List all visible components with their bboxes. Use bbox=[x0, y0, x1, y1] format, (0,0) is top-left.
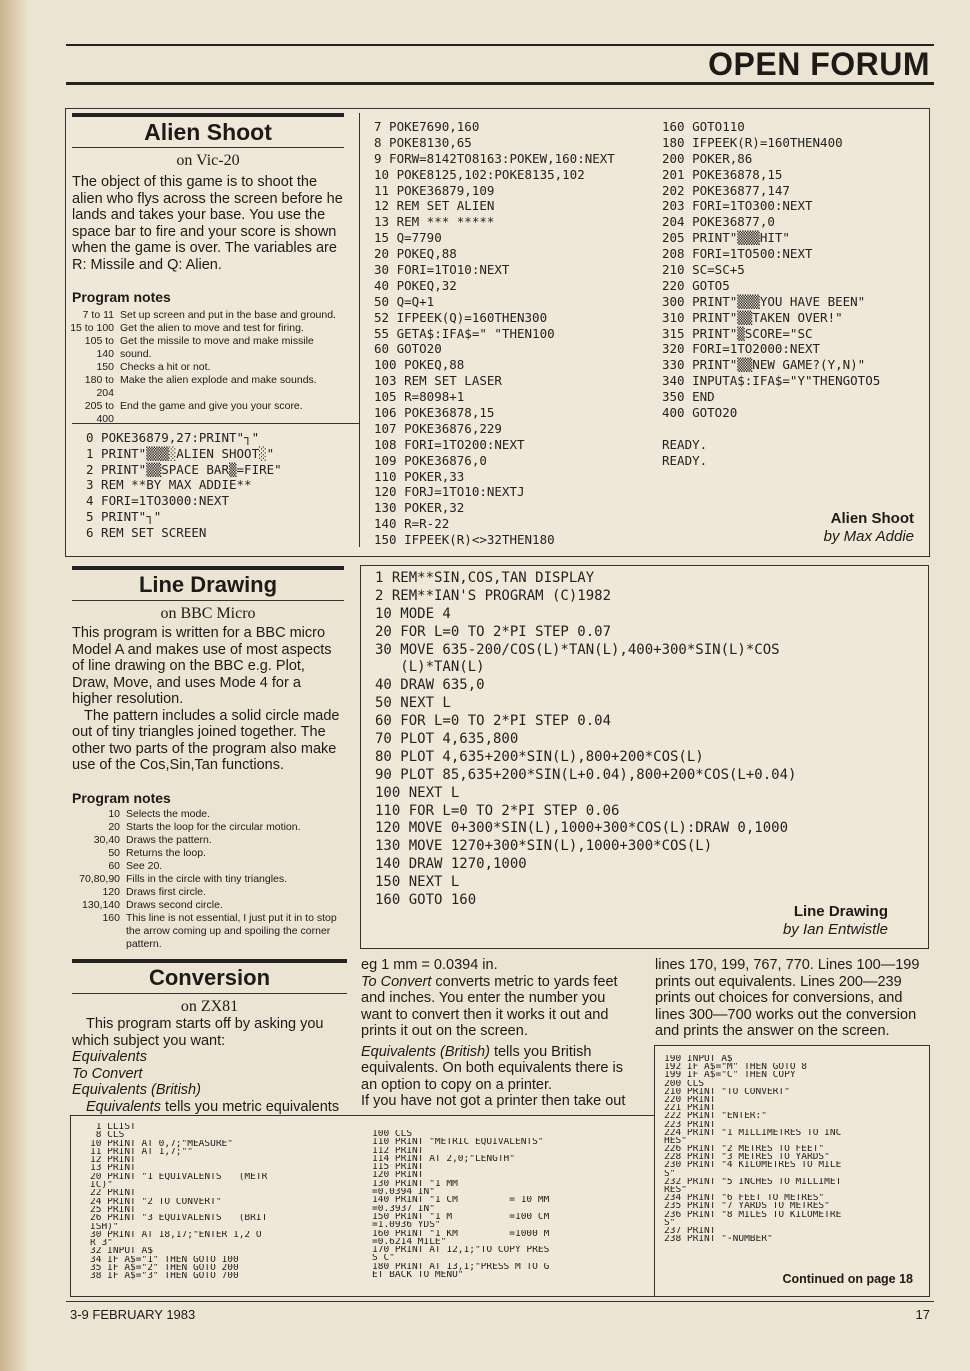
code-line: 12 PRINT bbox=[90, 1156, 136, 1165]
code-line: 110 POKER,33 bbox=[374, 468, 465, 484]
conversion-printer-text: If you have not got a printer then take out bbox=[361, 1093, 626, 1109]
code-line: 9 FORW=8142TO8163:POKEW,160:NEXT bbox=[374, 150, 615, 166]
code-line: 170 PRINT AT 12,1;"TO COPY PRES bbox=[372, 1246, 550, 1255]
note-row: 70,80,90 Fills in the circle with tiny triangles. bbox=[79, 872, 288, 885]
code-line: 201 POKE36878,15 bbox=[662, 166, 783, 182]
code-line: 190 INPUT A$ bbox=[664, 1055, 733, 1064]
note-row: 150 Checks a hit or not. bbox=[96, 361, 211, 373]
article-title: Conversion bbox=[148, 965, 271, 990]
code-line: 203 FORI=1TO300:NEXT bbox=[662, 198, 813, 214]
code-line: 20 PRINT "1 EQUIVALENTS (METR bbox=[90, 1172, 268, 1182]
code-line: 220 GOTO5 bbox=[662, 277, 730, 293]
code-line: 1 LLIST bbox=[90, 1123, 136, 1132]
code-line: 110 FOR L=0 TO 2*PI STEP 0.06 bbox=[375, 802, 620, 819]
code-line: 192 IF A$="M" THEN GOTO 8 bbox=[664, 1063, 807, 1072]
program-notes bbox=[66, 309, 344, 426]
title-underline bbox=[72, 993, 347, 994]
code-line: 11 POKE36879,109 bbox=[374, 182, 495, 198]
masthead-rule bbox=[66, 82, 934, 85]
code-line: 10 MODE 4 bbox=[375, 605, 451, 622]
code-line: 230 PRINT "4 KILOMETRES TO MILE bbox=[664, 1161, 842, 1170]
code-line: 90 PLOT 85,635+200*SIN(L+0.04),800+200*COS(L+0.04) bbox=[375, 766, 797, 783]
code-line: 210 PRINT "TO CONVERT" bbox=[664, 1087, 790, 1096]
code-line: ET BACK TO MENU" bbox=[372, 1271, 464, 1280]
code-line: 204 POKE36877,0 bbox=[662, 214, 775, 230]
alien-code-divider bbox=[359, 113, 360, 423]
code-line: 30 PRINT AT 18,17;"ENTER 1,2 O bbox=[90, 1230, 262, 1240]
article-title: Alien Shoot bbox=[144, 119, 272, 145]
code-line: 232 PRINT "5 INCHES TO MILLIMET bbox=[664, 1177, 842, 1186]
line-credit bbox=[783, 903, 888, 939]
code-line: 160 GOTO110 bbox=[662, 119, 745, 134]
code-line: 114 PRINT AT 2,0;"LENGTH" bbox=[372, 1154, 515, 1164]
code-line: 200 CLS bbox=[664, 1079, 705, 1088]
article-description: This program is written for a BBC micro Model A and makes use of most aspects of line drawing on the BBC e.g. Plot, Draw, Move, and uses Mode 4 for a higher resolution. bbox=[72, 625, 332, 707]
code-line: 160 GOTO 160 bbox=[375, 892, 477, 909]
code-line: 150 IFPEEK(R)<>32THEN180 bbox=[374, 532, 555, 548]
footer-rule bbox=[66, 1301, 934, 1302]
code-line: 130 POKER,32 bbox=[374, 500, 465, 516]
code-line: 400 GOTO20 bbox=[662, 405, 738, 421]
option-equivalents-description: Equivalents tells you metric equivalents bbox=[86, 1098, 340, 1115]
option-equivalents-british: Equivalents (British) bbox=[72, 1082, 201, 1098]
code-line: 200 POKER,86 bbox=[662, 150, 753, 166]
code-line: 222 PRINT "ENTER:" bbox=[664, 1112, 767, 1121]
alien-code-listing-c bbox=[662, 119, 880, 469]
code-line: 221 PRINT bbox=[664, 1104, 716, 1113]
notes-heading: Program notes bbox=[72, 789, 171, 806]
code-line: 130 MOVE 1270+300*SIN(L),1000+300*COS(L) bbox=[375, 838, 713, 855]
code-line: 26 PRINT "3 EQUIVALENTS (BRIT bbox=[90, 1214, 268, 1223]
code-line: 3 REM **BY MAX ADDIE** bbox=[86, 477, 252, 493]
credit-title: Line Drawing bbox=[793, 903, 888, 920]
code-line: 112 PRINT bbox=[372, 1146, 424, 1155]
alien-code-listing-a bbox=[86, 430, 282, 541]
code-line: 108 FORI=1TO200:NEXT bbox=[374, 436, 525, 452]
code-line: 11 PRINT AT 1,7;"" bbox=[90, 1147, 193, 1157]
article-platform: on ZX81 bbox=[180, 998, 239, 1015]
code-line: 106 POKE36878,15 bbox=[374, 405, 495, 421]
code-line: 40 POKEQ,32 bbox=[374, 277, 457, 293]
code-line: 2 PRINT"▒▒SPACE BAR▒=FIRE" bbox=[86, 461, 282, 477]
code-line: 202 POKE36877,147 bbox=[662, 182, 790, 198]
alien-shoot-article bbox=[72, 113, 344, 426]
code-line: 12 REM SET ALIEN bbox=[374, 198, 495, 214]
code-line: 22 PRINT bbox=[90, 1189, 136, 1198]
code-line: =0.3937 IN" bbox=[372, 1204, 435, 1213]
code-line: 10 POKE8125,102:POKE8135,102 bbox=[374, 166, 585, 182]
code-line: RES" bbox=[664, 1186, 687, 1195]
code-line: 226 PRINT "2 METRES TO FEET" bbox=[664, 1145, 825, 1154]
code-line: 25 PRINT bbox=[90, 1205, 136, 1215]
credit-author: by Max Addie bbox=[823, 528, 914, 545]
code-line: 60 FOR L=0 TO 2*PI STEP 0.04 bbox=[375, 713, 612, 730]
title-underline bbox=[72, 600, 344, 601]
code-line: 237 PRINT bbox=[664, 1226, 716, 1236]
code-line: 150 NEXT L bbox=[375, 874, 460, 891]
alien-credit bbox=[824, 510, 914, 546]
credit-title: Alien Shoot bbox=[830, 510, 914, 527]
code-line: 38 IF A$="3" THEN GOTO 700 bbox=[90, 1272, 239, 1281]
code-line: 6 REM SET SCREEN bbox=[86, 524, 207, 540]
section-title: OPEN FORUM bbox=[708, 46, 930, 82]
article-title: Line Drawing bbox=[138, 572, 278, 597]
code-line bbox=[662, 421, 880, 437]
conversion-right-column bbox=[655, 957, 928, 1040]
title-underline bbox=[72, 147, 344, 148]
issue-date: 3-9 FEBRUARY 1983 bbox=[70, 1307, 196, 1322]
code-line: 60 GOTO20 bbox=[374, 341, 442, 357]
code-line: 52 IFPEEK(Q)=160THEN300 bbox=[374, 309, 548, 325]
code-line: 15 Q=7790 bbox=[374, 230, 442, 246]
conversion-to-convert-text: To Convert converts metric to yards feet and inches. You enter the number you want to convert then it works it out and prints it out on the screen. bbox=[361, 973, 618, 1039]
code-line: 320 FORI=1TO2000:NEXT bbox=[662, 341, 821, 357]
article-intro: This program starts off by asking you which subject you want: bbox=[72, 1016, 324, 1049]
code-line: 330 PRINT"▒▒NEW GAME?(Y,N)" bbox=[662, 357, 866, 373]
notes-heading: Program notes bbox=[72, 289, 171, 305]
code-line: 70 PLOT 4,635,800 bbox=[375, 731, 519, 748]
code-line: 32 INPUT A$ bbox=[90, 1247, 153, 1256]
conversion-british-text: Equivalents (British) tells you British equivalents. On both equivalents there is an option to copy on a printer. bbox=[361, 1043, 623, 1093]
note-row: 7 to 11 Set up screen and put in the base and ground. bbox=[82, 309, 336, 321]
code-line: =0.0394 IN" bbox=[372, 1188, 435, 1197]
article-description-2: The pattern includes a solid circle made out of tiny triangles joined together. The other two parts of the program also make use of the Cos,Sin,Tan functions. bbox=[72, 707, 340, 773]
conversion-example: eg 1 mm = 0.0394 in. bbox=[361, 957, 498, 973]
code-line: 103 REM SET LASER bbox=[374, 373, 502, 389]
note-row: 60 See 20. bbox=[108, 859, 163, 872]
note-row: 160 This line is not essential, I just put it in to stop the arrow coming up and spoiling the corner pattern. bbox=[102, 911, 337, 950]
code-line: S" bbox=[664, 1218, 676, 1227]
code-line: IC)" bbox=[90, 1181, 113, 1190]
code-line: 223 PRINT bbox=[664, 1120, 716, 1129]
alien-code-listing-b bbox=[374, 119, 615, 548]
note-row: 50 Returns the loop. bbox=[108, 846, 206, 859]
conversion-article bbox=[72, 959, 347, 1115]
code-line: 140 PRINT "1 CM = 10 MM bbox=[372, 1196, 550, 1205]
code-line: 20 FOR L=0 TO 2*PI STEP 0.07 bbox=[375, 623, 612, 640]
code-line: 40 DRAW 635,0 bbox=[375, 677, 485, 694]
line-drawing-article bbox=[72, 566, 344, 951]
code-line: =0.6214 MILE" bbox=[372, 1237, 447, 1247]
code-line: 10 PRINT AT 0,7;"MEASURE" bbox=[90, 1139, 233, 1148]
note-row: 205 to 400 End the game and give you your score. bbox=[84, 400, 303, 425]
conversion-code-listing-a bbox=[90, 1123, 267, 1281]
code-line: 5 PRINT"┐" bbox=[86, 508, 162, 524]
note-row: 105 to 140 Get the missile to move and make missile sound. bbox=[84, 335, 314, 360]
code-line: 20 POKEQ,88 bbox=[374, 246, 457, 262]
code-line: 160 PRINT "1 KM =1000 M bbox=[372, 1229, 550, 1238]
code-line: 208 FORI=1TO500:NEXT bbox=[662, 246, 813, 262]
code-line: 234 PRINT "6 FEET TO METRES" bbox=[664, 1194, 825, 1203]
code-line: 1 REM**SIN,COS,TAN DISPLAY bbox=[375, 570, 595, 586]
code-line: 80 PLOT 4,635+200*SIN(L),800+200*COS(L) bbox=[375, 748, 704, 765]
code-line: 100 NEXT L bbox=[375, 784, 460, 801]
code-line: 220 PRINT bbox=[664, 1095, 716, 1105]
note-row: 20 Starts the loop for the circular motion. bbox=[108, 820, 301, 833]
code-line: 50 Q=Q+1 bbox=[374, 293, 435, 309]
code-line: 107 POKE36876,229 bbox=[374, 420, 502, 436]
code-line: 235 PRINT "7 YARDS TO METRES" bbox=[664, 1202, 830, 1211]
code-line: 180 PRINT AT 13,1;"PRESS M TO G bbox=[372, 1262, 550, 1272]
code-line: 35 IF A$="2" THEN GOTO 200 bbox=[90, 1264, 239, 1273]
code-line: 115 PRINT bbox=[372, 1163, 424, 1172]
code-line: 238 PRINT "-NUMBER" bbox=[664, 1235, 773, 1244]
code-line: 140 DRAW 1270,1000 bbox=[375, 856, 527, 873]
code-line: 8 POKE8130,65 bbox=[374, 134, 472, 150]
credit-author: by Ian Entwistle bbox=[782, 921, 888, 938]
code-line: 105 R=8098+1 bbox=[374, 389, 465, 405]
continued-note: Continued on page 18 bbox=[782, 1272, 913, 1286]
code-line: ISH)" bbox=[90, 1222, 119, 1231]
code-line: 24 PRINT "2 TO CONVERT" bbox=[90, 1197, 222, 1206]
code-line: 210 SC=SC+5 bbox=[662, 262, 745, 278]
option-equivalents: Equivalents bbox=[72, 1049, 147, 1065]
code-line: HES" bbox=[664, 1136, 687, 1146]
conversion-lines-text: lines 170, 199, 767, 770. Lines 100—199 prints out equivalents. Lines 200—239 prints out choices for conversions, and lines 300—700 works out the conversion and prints the answer on the screen. bbox=[655, 957, 920, 1039]
code-line: 0 POKE36879,27:PRINT"┐" bbox=[86, 430, 260, 445]
code-line: =1.0936 YDS" bbox=[372, 1221, 441, 1230]
code-line: 2 REM**IAN'S PROGRAM (C)1982 bbox=[375, 587, 612, 604]
code-line: 120 MOVE 0+300*SIN(L),1000+300*COS(L):DRAW 0,1000 bbox=[375, 820, 789, 837]
code-line: 100 POKEQ,88 bbox=[374, 357, 465, 373]
article-platform: on Vic-20 bbox=[176, 152, 240, 169]
code-line: 300 PRINT"▒▒▒YOU HAVE BEEN" bbox=[662, 293, 866, 309]
note-row: 180 to 204 Make the alien explode and make sounds. bbox=[84, 374, 317, 399]
code-line: 55 GETA$:IFA$=" "THEN100 bbox=[374, 325, 555, 341]
code-line: 236 PRINT "8 MILES TO KILOMETRE bbox=[664, 1210, 842, 1219]
note-row: 130,140 Draws second circle. bbox=[82, 898, 223, 911]
code-line: 224 PRINT "1 MILLIMETRES TO INC bbox=[664, 1128, 842, 1137]
code-line: 7 POKE7690,160 bbox=[374, 119, 480, 134]
conversion-code-listing-b bbox=[372, 1130, 549, 1279]
code-line: 30 FORI=1TO10:NEXT bbox=[374, 262, 510, 278]
code-line: 120 FORJ=1TO10:NEXTJ bbox=[374, 484, 525, 500]
article-platform: on BBC Micro bbox=[160, 605, 256, 622]
note-row: 120 Draws first circle. bbox=[102, 885, 206, 898]
code-line: 315 PRINT"▒SCORE="SC bbox=[662, 325, 813, 341]
code-line: READY. bbox=[662, 436, 708, 452]
code-line: 120 PRINT bbox=[372, 1171, 424, 1180]
code-line: 13 REM *** ***** bbox=[374, 214, 495, 230]
code-line: 180 IFPEEK(R)=160THEN400 bbox=[662, 134, 843, 150]
note-row: 10 Selects the mode. bbox=[108, 807, 211, 820]
conversion-code-listing-c bbox=[664, 1055, 841, 1243]
code-line: S" bbox=[664, 1169, 676, 1178]
code-line: 150 PRINT "1 M =100 CM bbox=[372, 1212, 550, 1222]
line-drawing-code-listing bbox=[375, 570, 796, 910]
page-spine bbox=[0, 0, 30, 1371]
code-line: 199 IF A$="C" THEN COPY bbox=[664, 1071, 796, 1080]
code-line: 8 CLS bbox=[90, 1131, 125, 1140]
code-line: (L)*TAN(L) bbox=[375, 659, 485, 676]
program-notes bbox=[72, 808, 344, 951]
code-line: 100 CLS bbox=[372, 1130, 413, 1139]
code-line: 310 PRINT"▒▒TAKEN OVER!" bbox=[662, 309, 843, 325]
code-line: 340 INPUTA$:IFA$="Y"THENGOTO5 bbox=[662, 373, 881, 389]
code-line: 228 PRINT "3 METRES TO YARDS" bbox=[664, 1153, 830, 1162]
code-line: 205 PRINT"▒▒▒HIT" bbox=[662, 230, 790, 246]
code-line: 130 PRINT "1 MM bbox=[372, 1179, 458, 1189]
code-line: S C" bbox=[372, 1254, 395, 1263]
code-line: 4 FORI=1TO3000:NEXT bbox=[86, 493, 229, 509]
code-line: READY. bbox=[662, 452, 708, 468]
code-line: 34 IF A$="1" THEN GOTO 100 bbox=[90, 1255, 239, 1265]
note-row: 15 to 100 Get the alien to move and test for firing. bbox=[70, 322, 304, 334]
article-description: The object of this game is to shoot the alien who flys across the screen before he lands and takes your base. You use the space bar to fire and your score is shown when the game is over. The variables are R: Missile and Q: Alien. bbox=[72, 174, 343, 273]
code-line: 109 POKE36876,0 bbox=[374, 452, 487, 468]
code-line: 30 MOVE 635-200/COS(L)*TAN(L),400+300*SIN(L)*COS bbox=[375, 641, 780, 658]
conversion-middle-column bbox=[361, 957, 635, 1110]
option-to-convert: To Convert bbox=[72, 1065, 143, 1082]
code-line: 140 R=R-22 bbox=[374, 516, 450, 532]
code-line: 13 PRINT bbox=[90, 1164, 136, 1173]
page-number: 17 bbox=[915, 1307, 930, 1322]
code-line: 110 PRINT "METRIC EQUIVALENTS" bbox=[372, 1138, 544, 1147]
code-line: R 3" bbox=[90, 1239, 113, 1248]
code-line: 1 PRINT"▒▒▒░ALIEN SHOOT░" bbox=[86, 445, 275, 461]
code-line: 350 END bbox=[662, 389, 715, 405]
note-row: 30,40 Draws the pattern. bbox=[93, 833, 212, 846]
code-line: 50 NEXT L bbox=[375, 695, 451, 712]
